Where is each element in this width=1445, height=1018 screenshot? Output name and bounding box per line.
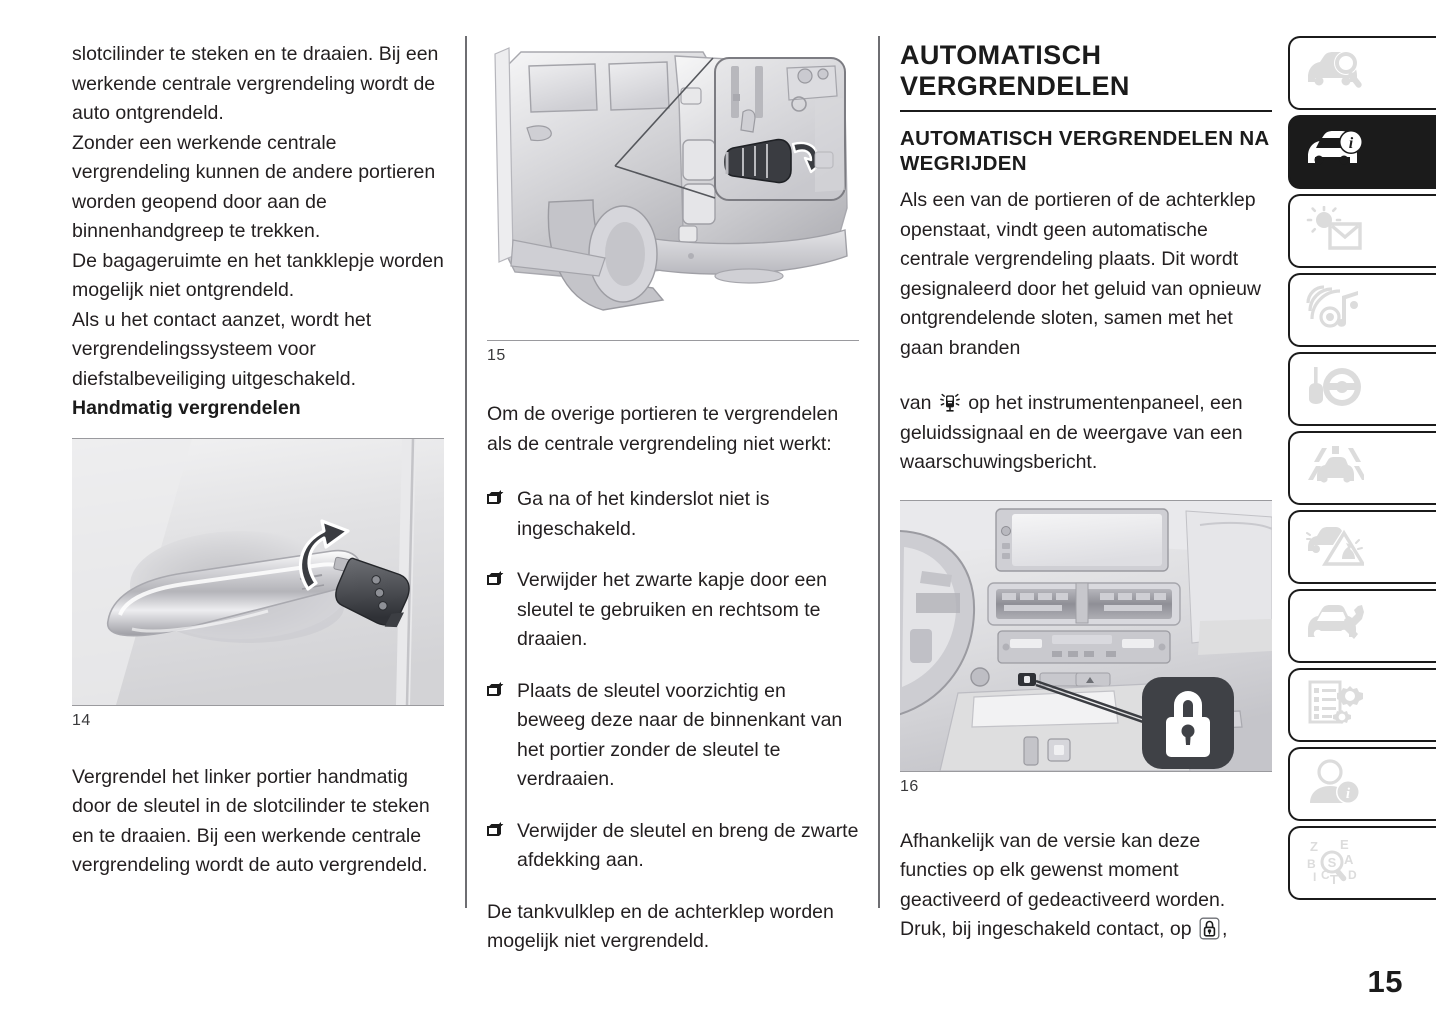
- tab-breakdown-warning[interactable]: [1288, 510, 1436, 584]
- column-one: [72, 40, 444, 881]
- figure-caption: 14: [72, 711, 91, 729]
- car-info-icon: [1306, 128, 1364, 177]
- svg-text:I: I: [1313, 869, 1317, 884]
- paragraph-text-after-icon: op het instrumentenpaneel, een geluidssignaal en de weergave van een waarschuwingsbericht.: [900, 392, 1243, 473]
- svg-text:B: B: [1307, 856, 1316, 871]
- svg-text:E: E: [1340, 837, 1349, 852]
- car-doors-open-warning-icon: [939, 392, 961, 414]
- page-title: AUTOMATISCH VERGRENDELEN: [900, 40, 1130, 101]
- square-bullet-icon: [487, 684, 501, 696]
- figure-15: [487, 40, 859, 366]
- svg-text:A: A: [1344, 851, 1354, 867]
- breakdown-warning-icon: [1306, 523, 1364, 572]
- section-tab-rail: [1288, 36, 1436, 905]
- audio-and-connectivity-icon: [1306, 285, 1364, 336]
- list-item-text: Ga na of het kinderslot niet is ingeschakeld.: [517, 488, 770, 540]
- list-item-text: Verwijder het zwarte kapje door een sleutel te gebruiken en rechtsom te draaien.: [517, 569, 828, 650]
- tab-audio-and-connectivity[interactable]: [1288, 273, 1436, 347]
- list-item: [487, 677, 859, 795]
- list-item: [487, 817, 859, 876]
- driver-info-icon: [1306, 759, 1364, 810]
- figure-16-image: [900, 501, 1272, 771]
- alphabetical-index-icon: [1306, 838, 1364, 889]
- svg-text:Z: Z: [1310, 838, 1318, 854]
- paragraph: De bagageruimte en het tankklepje worden mogelijk niet ontgrendeld.: [72, 249, 444, 301]
- paragraph: Als een van de portieren of de achterklep openstaat, vindt geen automatische centrale vergrendeling plaats. Dit wordt gesignaleerd door het geluid van opnieuw ontgrendelende sloten, samen met het gaan branden: [900, 189, 1262, 359]
- figure-caption: 16: [900, 777, 919, 795]
- paragraph-with-lock-icon: [900, 915, 1272, 945]
- svg-text:T: T: [1330, 871, 1338, 884]
- figure-14-image: [72, 439, 444, 705]
- tab-alphabetical-index[interactable]: [1288, 826, 1436, 900]
- paragraph-with-icon: [900, 389, 1272, 478]
- figure-caption: 15: [487, 347, 506, 364]
- column-divider-1: [465, 36, 467, 908]
- car-maintenance-icon: [1306, 602, 1364, 651]
- gearshift-and-steering-icon: [1306, 365, 1364, 414]
- column-three: [900, 40, 1272, 945]
- lighting-and-visibility-icon: [1306, 206, 1364, 257]
- figure-14: [72, 438, 444, 731]
- title-rule: [900, 110, 1272, 112]
- tab-car-info[interactable]: [1288, 115, 1436, 189]
- column-divider-2: [878, 36, 880, 908]
- list-item-text: Verwijder de sleutel en breng de zwarte afdekking aan.: [517, 819, 859, 871]
- paragraph: Zonder een werkende centrale vergrendeling kunnen de andere portieren worden geopend door aan de binnenhandgreep te trekken.: [72, 131, 436, 242]
- tab-car-maintenance[interactable]: [1288, 589, 1436, 663]
- figure-16: [900, 500, 1272, 797]
- paragraph-text-before-icon: van: [900, 392, 932, 414]
- square-bullet-icon: [487, 824, 501, 836]
- figure-15-image: [487, 40, 859, 340]
- bullet-list: [487, 485, 859, 876]
- figure-bottom-rule: [900, 771, 1272, 772]
- car-inspection-icon: [1306, 49, 1364, 98]
- list-item: [487, 485, 859, 544]
- tab-driver-info[interactable]: [1288, 747, 1436, 821]
- lane-assist-icon: [1306, 444, 1364, 493]
- tab-lighting-and-visibility[interactable]: [1288, 194, 1436, 268]
- tab-specifications-settings[interactable]: [1288, 668, 1436, 742]
- paragraph-intro: Om de overige portieren te vergrendelen als de centrale vergrendeling niet werkt:: [487, 403, 839, 455]
- specifications-settings-icon: [1306, 680, 1364, 731]
- tab-lane-assist[interactable]: [1288, 431, 1436, 505]
- tab-gearshift-and-steering[interactable]: [1288, 352, 1436, 426]
- column-two: [487, 40, 859, 957]
- paragraph: Als u het contact aanzet, wordt het vergrendelingssysteem voor diefstalbeveiliging uitgeschakeld.: [72, 308, 372, 390]
- section-subheading: AUTOMATISCH VERGRENDELEN NA WEGRIJDEN: [900, 127, 1269, 175]
- svg-text:D: D: [1348, 867, 1357, 882]
- page-number: 15: [1367, 964, 1403, 999]
- paragraph-closing: De tankvulklep en de achterklep worden mogelijk niet vergrendeld.: [487, 900, 834, 952]
- svg-text:i: i: [1345, 785, 1351, 802]
- paragraph: slotcilinder te steken en te draaien. Bij een werkende centrale vergrendeling wordt de auto ontgrendeld.: [72, 43, 439, 124]
- svg-text:C: C: [1321, 867, 1330, 882]
- svg-text:S: S: [1327, 854, 1337, 870]
- svg-text:i: i: [1348, 134, 1354, 152]
- subheading-handmatig-vergrendelen: Handmatig vergrendelen: [72, 397, 301, 419]
- square-bullet-icon: [487, 573, 501, 585]
- tab-car-inspection[interactable]: [1288, 36, 1436, 110]
- list-item-text: Plaats de sleutel voorzichtig en beweeg deze naar de binnenkant van het portier zonder de sleutel te verdraaien.: [517, 679, 843, 790]
- paragraph-text-before-lock: Druk, bij ingeschakeld contact, op: [900, 918, 1192, 940]
- paragraph: Vergrendel het linker portier handmatig door de sleutel in de slotcilinder te steken en te draaien. Bij een werkende centrale vergrendeling wordt de auto vergrendeld.: [72, 765, 430, 876]
- square-bullet-icon: [487, 492, 501, 504]
- figure-bottom-rule: [487, 340, 859, 341]
- paragraph: Afhankelijk van de versie kan deze functies op elk gewenst moment geactiveerd of gedeactiveerd worden.: [900, 829, 1226, 911]
- paragraph-text-after-lock: ,: [1222, 918, 1228, 940]
- figure-bottom-rule: [72, 705, 444, 706]
- lock-button-icon: [1199, 917, 1220, 940]
- list-item: [487, 566, 859, 655]
